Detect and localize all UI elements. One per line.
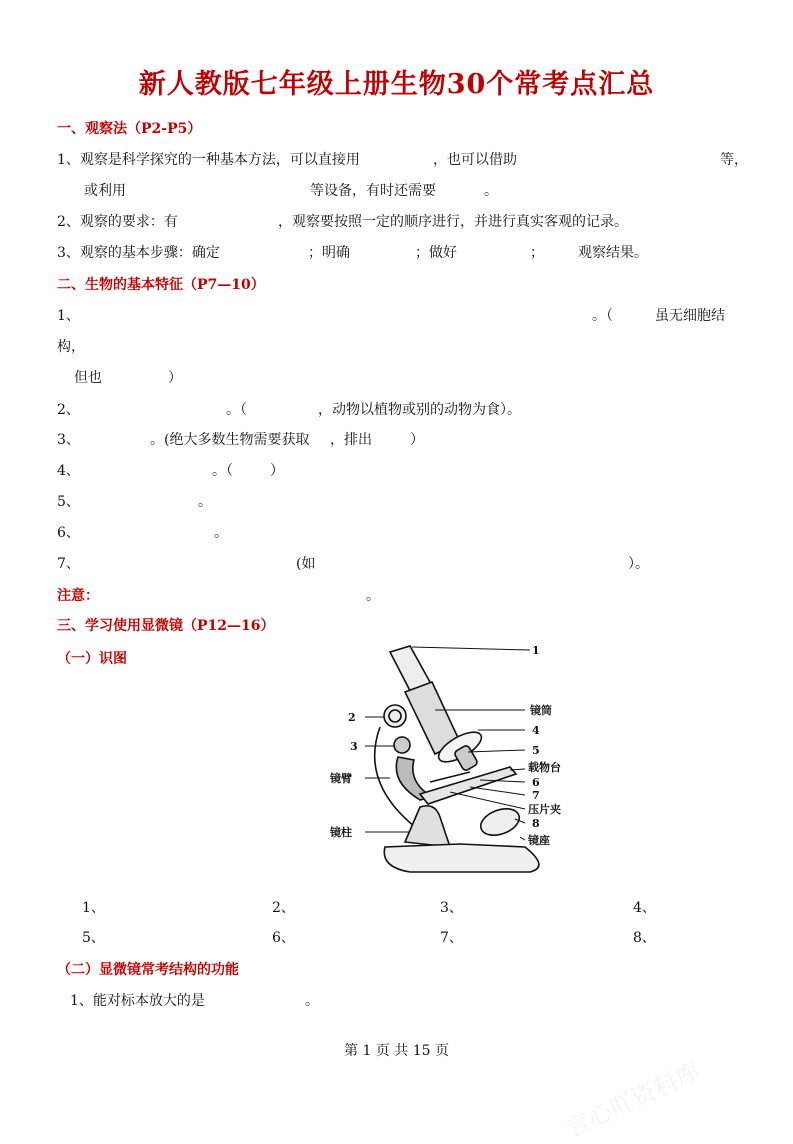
label-3: 3 bbox=[350, 740, 358, 753]
text: 5、 bbox=[57, 494, 80, 510]
section-heading: 三、学习使用显微镜（P12—16） bbox=[57, 618, 275, 634]
text: 。（ bbox=[592, 308, 613, 324]
label-6: 6 bbox=[532, 776, 540, 789]
text: ；做好 bbox=[415, 245, 457, 261]
text: 1、能对标本放大的是 bbox=[70, 993, 205, 1009]
subsection-heading: （一）识图 bbox=[57, 651, 127, 667]
label-5: 5 bbox=[532, 744, 540, 757]
section-heading: 二、生物的基本特征（P7—10） bbox=[57, 277, 265, 293]
text: ） bbox=[410, 432, 424, 448]
text: (如 bbox=[296, 556, 316, 572]
blank-label: 2、 bbox=[272, 900, 295, 916]
blank-label: 7、 bbox=[440, 930, 463, 946]
blank-label: 4、 bbox=[633, 900, 656, 916]
label-1: 1 bbox=[532, 644, 540, 657]
text: 但也 bbox=[74, 370, 102, 386]
text: ） bbox=[168, 370, 182, 386]
text: 。 bbox=[366, 588, 380, 604]
text: ）。 bbox=[628, 556, 649, 572]
text: 或利用 bbox=[84, 183, 126, 199]
text: 。 bbox=[198, 494, 212, 510]
label-pillar: 镜柱 bbox=[330, 826, 352, 839]
text: 构， bbox=[57, 339, 85, 355]
text: ，观察要按照一定的顺序进行，并进行真实客观的记录。 bbox=[278, 214, 628, 230]
label-stage: 载物台 bbox=[528, 761, 561, 774]
text: ； bbox=[530, 245, 544, 261]
text: 7、 bbox=[57, 556, 80, 572]
label-tube: 镜筒 bbox=[530, 704, 552, 717]
label-8: 8 bbox=[532, 817, 540, 830]
blank-label: 1、 bbox=[82, 900, 105, 916]
text: 等设备，有时还需要 bbox=[310, 183, 436, 199]
watermark: 言心吖资料库 bbox=[561, 1056, 705, 1143]
text: 观察结果。 bbox=[578, 245, 648, 261]
text: ，排出 bbox=[330, 432, 372, 448]
text: 2、观察的要求：有 bbox=[57, 214, 178, 230]
blank-label: 5、 bbox=[82, 930, 105, 946]
text: ，动物以植物或别的动物为食）。 bbox=[318, 402, 521, 418]
text: 等， bbox=[720, 152, 748, 168]
text: 4、 bbox=[57, 463, 80, 479]
text: 6、 bbox=[57, 525, 80, 541]
text: 1、观察是科学探究的一种基本方法，可以直接用 bbox=[57, 152, 360, 168]
label-arm: 镜臂 bbox=[330, 772, 352, 785]
label-4: 4 bbox=[532, 724, 540, 737]
blank-label: 6、 bbox=[272, 930, 295, 946]
subsection-heading: （二）显微镜常考结构的功能 bbox=[57, 962, 239, 978]
page-footer: 第 1 页 共 15 页 bbox=[344, 1043, 449, 1059]
label-clip: 压片夹 bbox=[528, 803, 561, 816]
label-base: 镜座 bbox=[528, 834, 550, 847]
text: 。(绝大多数生物需要获取 bbox=[150, 432, 310, 448]
text: ） bbox=[270, 463, 284, 479]
text: 。 bbox=[484, 183, 498, 199]
note-label: 注意： bbox=[57, 588, 99, 604]
text: 。 bbox=[214, 525, 228, 541]
text: 3、 bbox=[57, 432, 80, 448]
page-title: 新人教版七年级上册生物30个常考点汇总 bbox=[138, 69, 655, 100]
text: 1、 bbox=[57, 308, 80, 324]
section-heading: 一、观察法（P2-P5） bbox=[57, 121, 202, 137]
microscope-diagram bbox=[320, 632, 580, 882]
text: ；明确 bbox=[308, 245, 350, 261]
blank-label: 8、 bbox=[633, 930, 656, 946]
text: 2、 bbox=[57, 402, 80, 418]
blank-label: 3、 bbox=[440, 900, 463, 916]
text: 。 bbox=[305, 993, 319, 1009]
text: 3、观察的基本步骤：确定 bbox=[57, 245, 220, 261]
label-7: 7 bbox=[532, 789, 540, 802]
text: 。（ bbox=[226, 402, 247, 418]
text: 。（ bbox=[212, 463, 233, 479]
text: ，也可以借助 bbox=[433, 152, 517, 168]
label-2: 2 bbox=[348, 711, 356, 724]
text: 虽无细胞结 bbox=[655, 308, 725, 324]
